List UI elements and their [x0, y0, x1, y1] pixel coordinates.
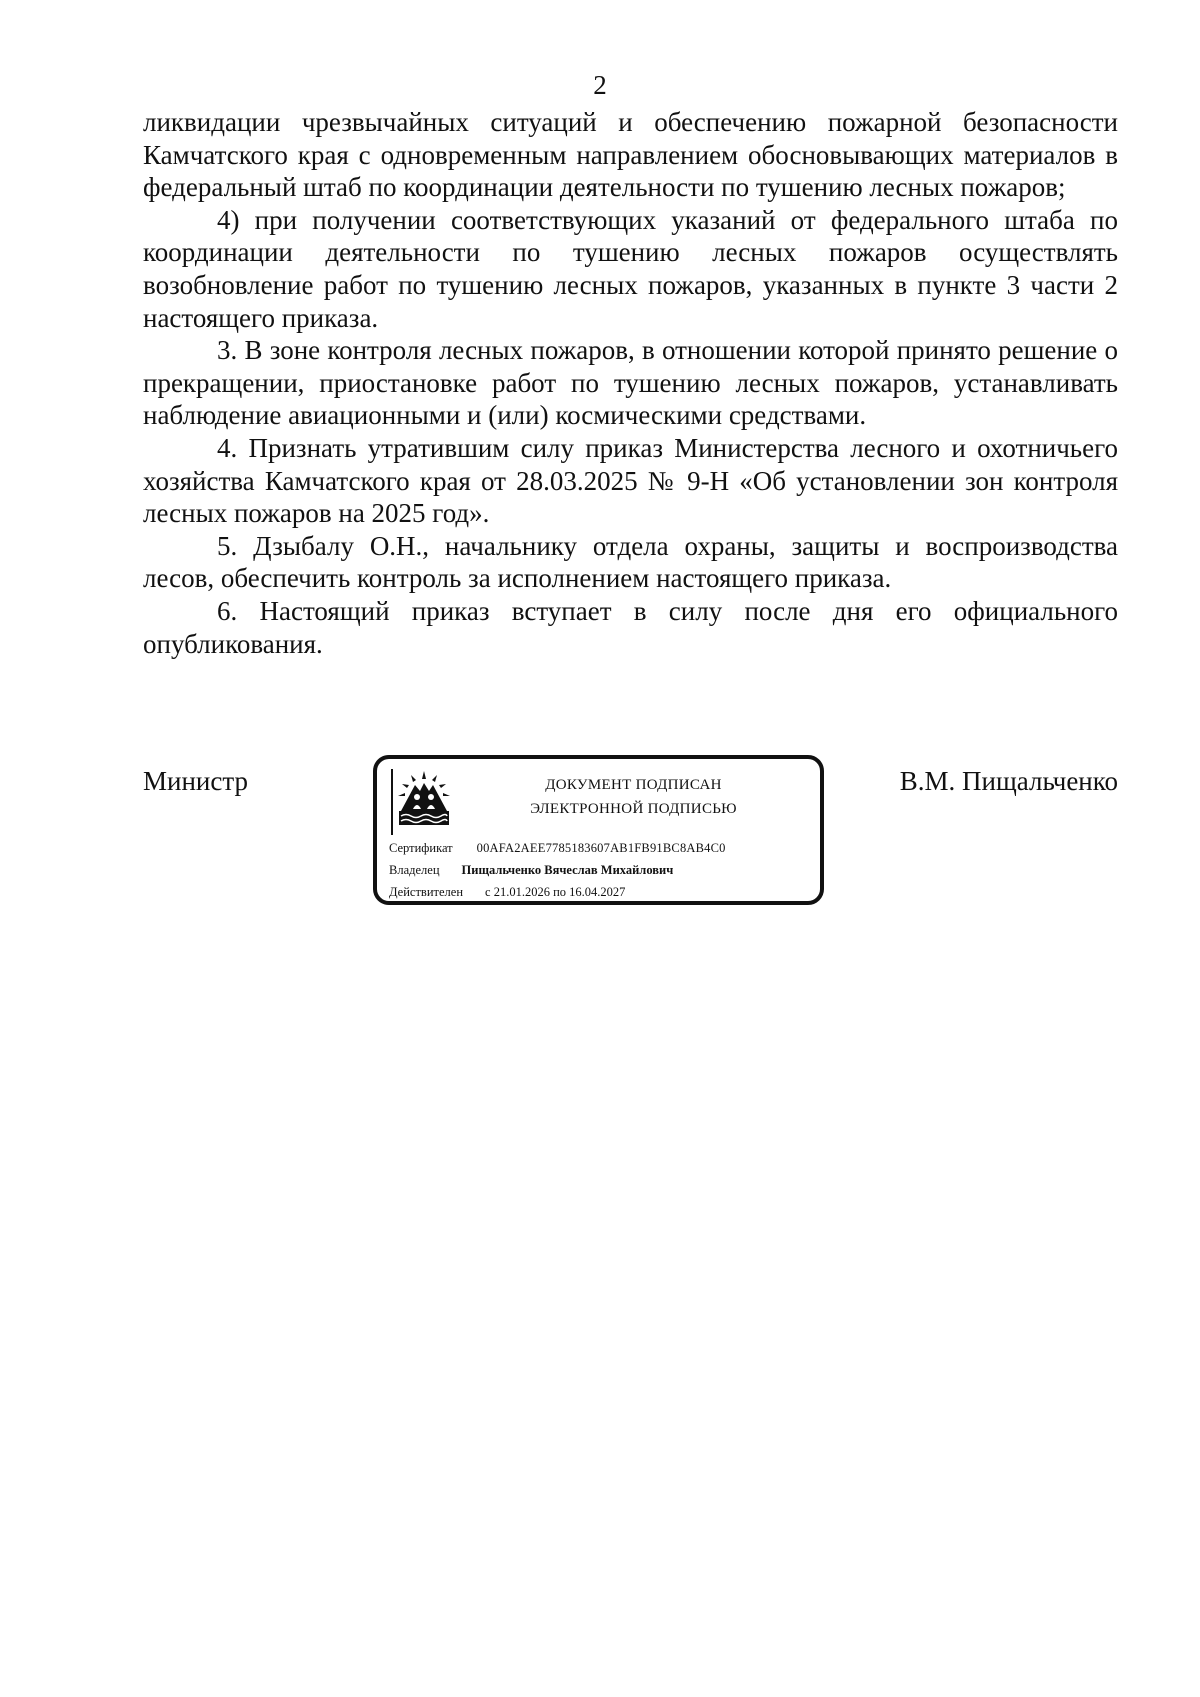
stamp-certificate-row	[389, 841, 726, 856]
stamp-owner-row	[389, 863, 673, 878]
stamp-validity-row	[389, 885, 625, 900]
certificate-value: 00AFA2AEE7785183607AB1FB91BC8AB4C0	[476, 841, 726, 855]
owner-label: Владелец	[389, 863, 440, 877]
signer-title: Министр	[143, 766, 248, 796]
signature-block	[143, 755, 1118, 925]
owner-value: Пищальченко Вячеслав Михайлович	[461, 863, 674, 877]
validity-value: с 21.01.2026 по 16.04.2027	[485, 885, 626, 899]
page-number: 2	[593, 70, 607, 100]
paragraph-continuation: ликвидации чрезвычайных ситуаций и обеспечению пожарной безопасности Камчатского края с одновременным направлением обосновывающих материалов в федеральный штаб по координации деятельности по тушению лесных пожаров;	[143, 107, 1118, 203]
paragraph-point-6: 6. Настоящий приказ вступает в силу после дня его официального опубликования.	[143, 595, 1118, 659]
stamp-heading	[457, 773, 810, 821]
validity-label: Действителен	[389, 885, 464, 899]
paragraph-point-3: 3. В зоне контроля лесных пожаров, в отношении которой принято решение о прекращении, приостановке работ по тушению лесных пожаров, устанавливать наблюдение авиационными и (или) космическими средствами.	[143, 335, 1118, 431]
signer-name: В.М. Пищальченко	[899, 766, 1118, 796]
paragraph-point-4: 4. Признать утратившим силу приказ Министерства лесного и охотничьего хозяйства Камчатского края от 28.03.2025 № 9-Н «Об установлении зон контроля лесных пожаров на 2025 год».	[143, 432, 1118, 529]
stamp-heading-line-1: ДОКУМЕНТ ПОДПИСАН	[545, 777, 722, 793]
certificate-label: Сертификат	[389, 841, 453, 855]
paragraph-item-4: 4) при получении соответствующих указаний от федерального штаба по координации деятельности по тушению лесных пожаров осуществлять возобновление работ по тушению лесных пожаров, указанных в пункте 3 части 2 настоящего приказа.	[143, 204, 1118, 333]
document-body	[143, 106, 1118, 660]
kamchatka-coat-of-arms-icon	[389, 767, 459, 837]
stamp-heading-line-2: ЭЛЕКТРОННОЙ ПОДПИСЬЮ	[530, 801, 737, 817]
paragraph-point-5: 5. Дзыбалу О.Н., начальнику отдела охраны, защиты и воспроизводства лесов, обеспечить контроль за исполнением настоящего приказа.	[143, 530, 1118, 594]
electronic-signature-stamp	[373, 755, 824, 905]
